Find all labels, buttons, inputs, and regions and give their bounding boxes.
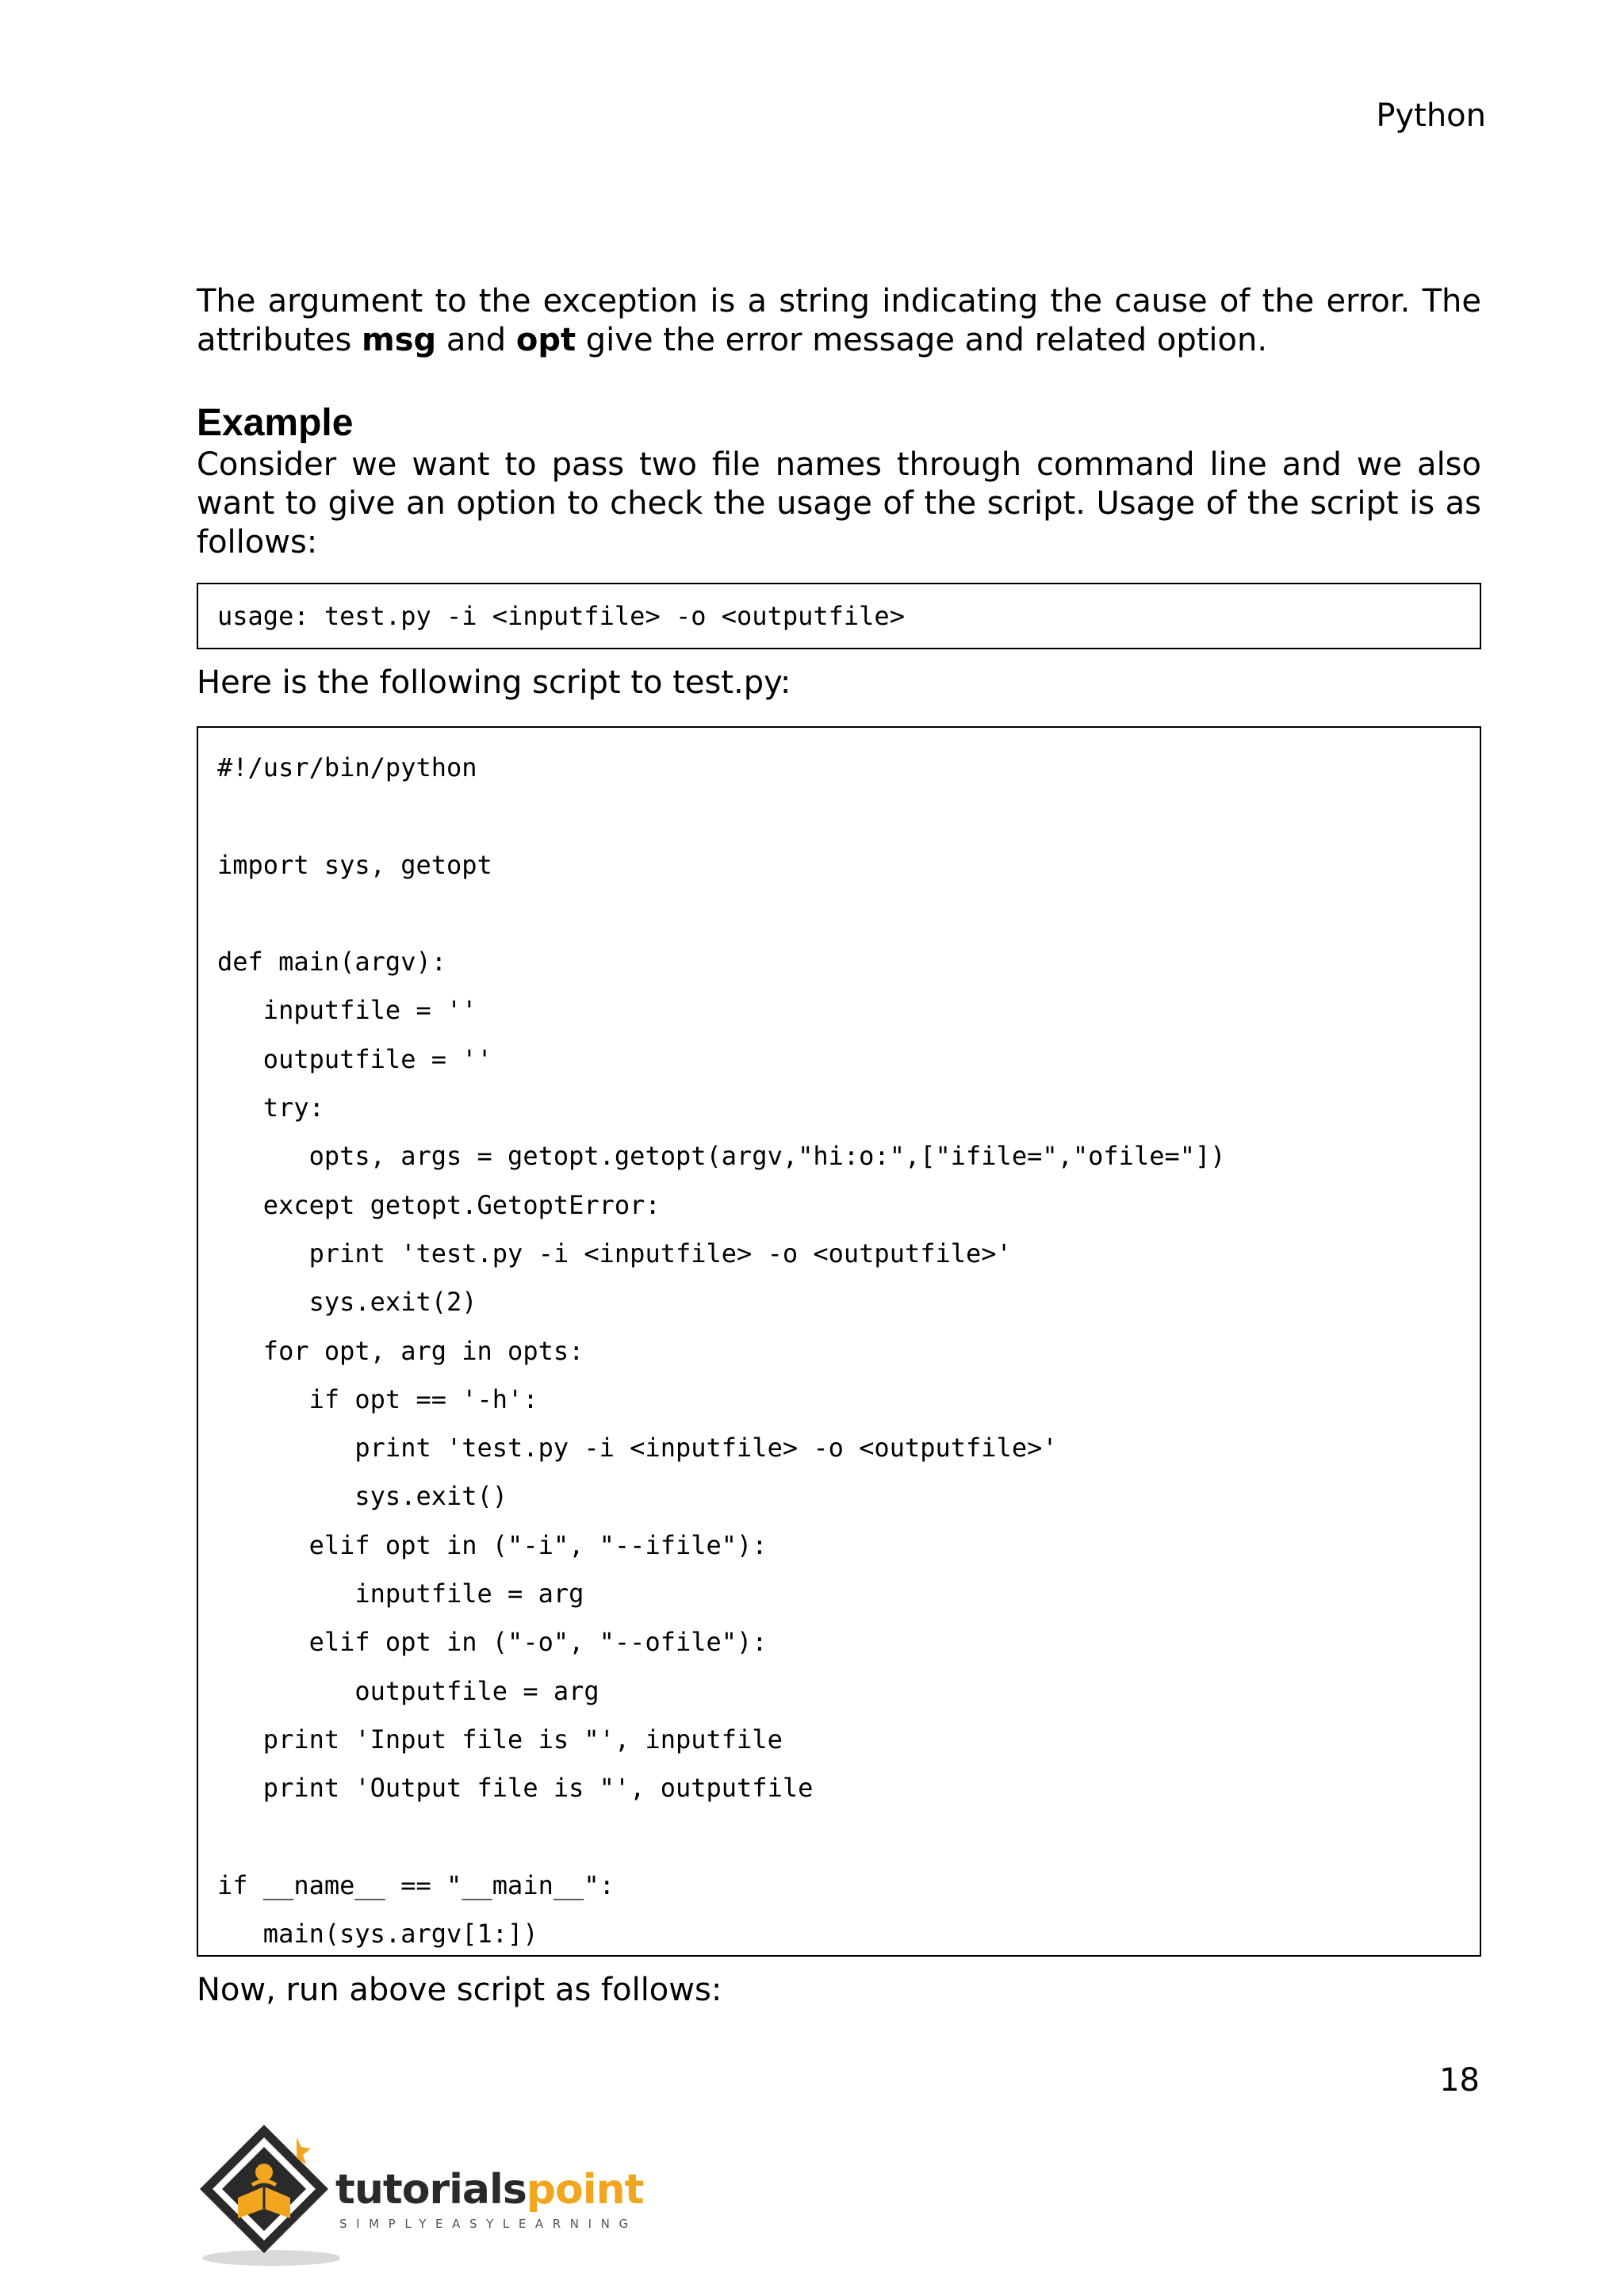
- code-line: inputfile = arg: [217, 1578, 584, 1609]
- logo-diamond-icon: [197, 2120, 339, 2267]
- code-line: print 'Output file is "', outputfile: [217, 1773, 814, 1804]
- code-line: if opt == '-h':: [217, 1383, 538, 1414]
- code-line: outputfile = arg: [217, 1675, 599, 1706]
- opt-attribute: opt: [515, 322, 576, 358]
- code-line: inputfile = '': [217, 995, 477, 1026]
- running-header-title: Python: [1376, 98, 1486, 134]
- intro-text-3: give the error message and related option.: [576, 322, 1268, 358]
- usage-code-line: usage: test.py -i <inputfile> -o <outputfile>: [217, 601, 905, 631]
- intro-text-1: The argument to the exception is a string indicating the cause of the error. The attributes: [197, 283, 1481, 358]
- tutorialspoint-logo: [197, 2120, 688, 2267]
- code-line: import sys, getopt: [217, 849, 492, 880]
- code-line: [217, 890, 1461, 938]
- intro-text-2: and: [436, 322, 516, 358]
- script-intro-text: Here is the following script to test.py:: [197, 664, 791, 701]
- logo-tagline: SIMPLYEASYLEARNING: [339, 2217, 638, 2231]
- code-line: sys.exit(): [217, 1481, 508, 1512]
- logo-wordmark: [335, 2166, 643, 2214]
- code-line: outputfile = '': [217, 1043, 492, 1074]
- code-line: def main(argv):: [217, 947, 446, 978]
- code-line: for opt, arg in opts:: [217, 1335, 584, 1366]
- usage-code-block: [197, 583, 1481, 649]
- run-intro-text: Now, run above script as follows:: [197, 1972, 722, 2008]
- logo-word-accent: point: [526, 2166, 644, 2214]
- code-line: opts, args = getopt.getopt(argv,"hi:o:",["ifile=","ofile="]): [217, 1141, 1226, 1172]
- intro-paragraph: [197, 282, 1481, 360]
- code-line: print 'Input file is "', inputfile: [217, 1724, 783, 1755]
- example-description: Consider we want to pass two file names through command line and we also want to give an option to check the usage of the script. Usage of the script is as follows:: [197, 446, 1481, 561]
- code-line: print 'test.py -i <inputfile> -o <outputfile>': [217, 1238, 1012, 1269]
- code-line: sys.exit(2): [217, 1287, 477, 1318]
- code-line: except getopt.GetoptError:: [217, 1189, 661, 1220]
- script-code-block: [197, 726, 1481, 1957]
- logo-word-dark: tutorials: [335, 2166, 527, 2214]
- page-number: 18: [1439, 2062, 1480, 2099]
- code-line: main(sys.argv[1:]): [217, 1919, 538, 1950]
- section-heading-example: Example: [197, 402, 354, 444]
- code-line: #!/usr/bin/python: [217, 752, 477, 783]
- msg-attribute: msg: [362, 322, 437, 358]
- code-line: elif opt in ("-i", "--ifile"):: [217, 1529, 768, 1560]
- code-line: elif opt in ("-o", "--ofile"):: [217, 1627, 768, 1658]
- code-line: [217, 1813, 1461, 1862]
- code-line: print 'test.py -i <inputfile> -o <outputfile>': [217, 1433, 1058, 1464]
- code-line: [217, 792, 1461, 840]
- code-line: try:: [217, 1093, 324, 1123]
- page-content: [197, 282, 1481, 2010]
- code-line: if __name__ == "__main__":: [217, 1869, 615, 1900]
